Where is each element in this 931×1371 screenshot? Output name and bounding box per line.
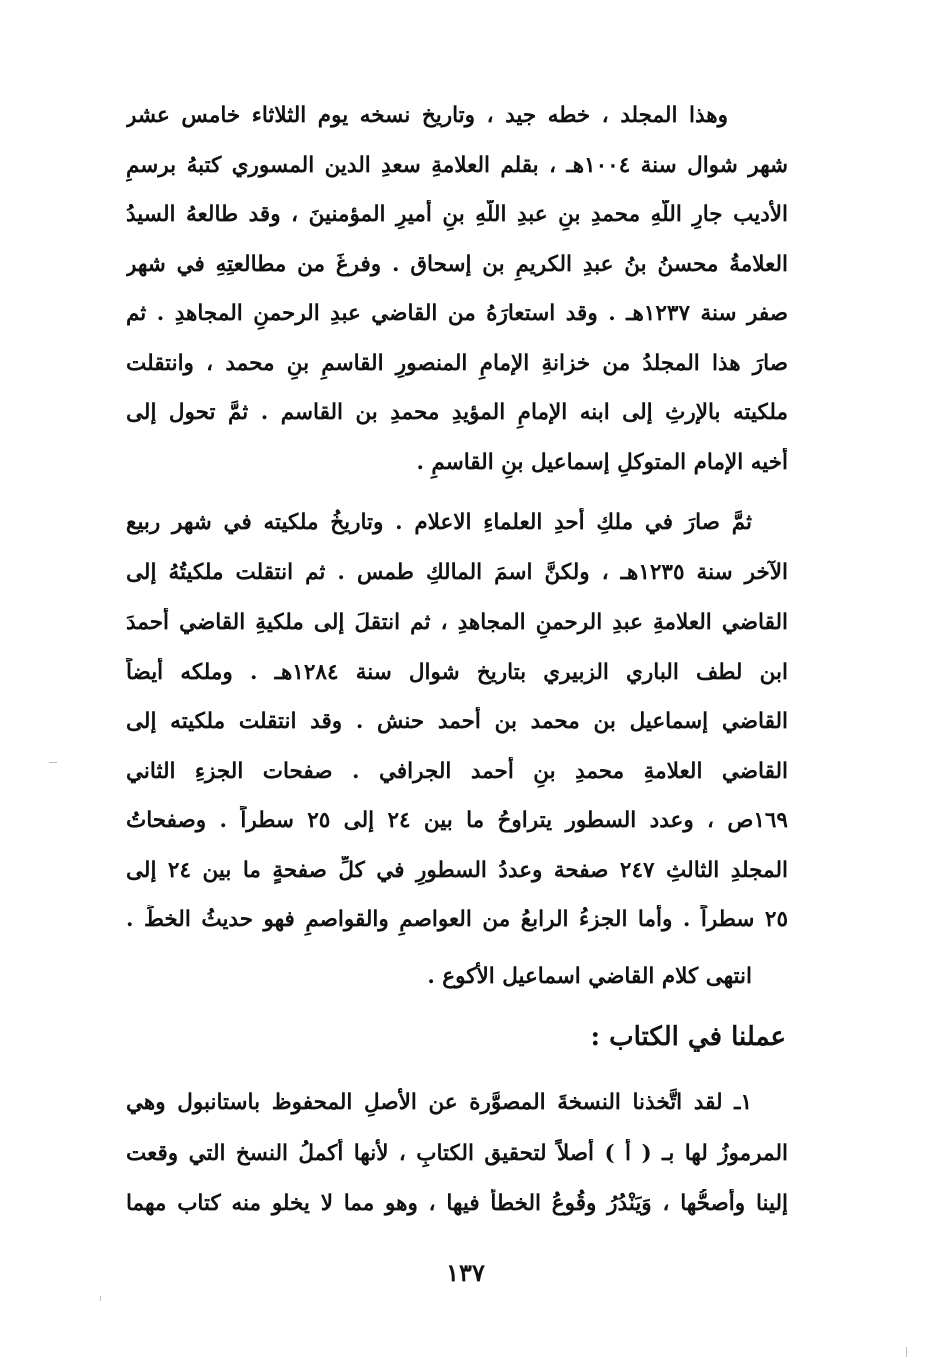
scan-speck	[906, 1347, 907, 1357]
paragraph-1-line-7: ملكيته بالإرثِ إلى ابنه الإمامِ المؤيدِ محمدِ بن القاسم . ثمَّ تحول إلى	[126, 400, 788, 425]
page-number: ١٣٧	[446, 1258, 485, 1287]
paragraph-1-line-6: صارَ هذا المجلدُ من خزانةِ الإمامِ المنصورِ القاسمِ بنِ محمد ، وانتقلت	[126, 351, 788, 376]
quotation-end-line: انتهى كلام القاضي اسماعيل الأكوع .	[427, 964, 752, 989]
paragraph-1-line-8: أخيه الإمام المتوكلِ إسماعيل بنِ القاسمِ .	[416, 450, 788, 475]
paragraph-1-line-5: صفر سنة ١٢٣٧هـ . وقد استعارَهُ من القاضي عبدِ الرحمنِ المجاهدِ . ثم	[126, 301, 788, 326]
scan-speck	[49, 762, 57, 763]
paragraph-2-line-2: الآخر سنة ١٢٣٥هـ ، ولكنَّ اسمَ المالكِ طمس . ثم انتقلت ملكيتُهُ إلى	[126, 560, 788, 585]
paragraph-1-line-3: الأديب جارِ اللّهِ محمدِ بنِ عبدِ اللّهِ بنِ أميرِ المؤمنينَ ، وقد طالعهُ السيدُ	[126, 202, 788, 227]
paragraph-2-line-4: ابن لطف الباري الزبيري بتاريخ شوال سنة ١٢٨٤هـ . وملكه أيضاً	[126, 660, 788, 685]
paragraph-2-line-9: ٢٥ سطراً . وأما الجزءُ الرابعُ من العواصمِ والقواصمِ فهو حديثُ الخطِّ .	[126, 907, 788, 932]
paragraph-2-line-7: ١٦٩ص ، وعدد السطور يتراوحُ ما بين ٢٤ إلى ٢٥ سطراً . وصفحاتُ	[126, 808, 788, 833]
paragraph-2-line-6: القاضي العلامةِ محمدِ بنِ أحمد الجرافي . صفحات الجزءِ الثاني	[126, 759, 788, 784]
paragraph-1-line-1: وهذا المجلد ، خطه جيد ، وتاريخ نسخه يوم الثلاثاء خامس عشر	[126, 103, 728, 128]
section-paragraph-line-2: المرموزُ لها بـ ( أ ) أصلاً لتحقيق الكتابِ ، لأنها أكملُ النسخ التي وقعت	[126, 1141, 788, 1166]
paragraph-1-line-4: العلامةُ محسنُ بنُ عبدِ الكريمِ بن إسحاق . وفرغَ من مطالعتِهِ في شهر	[126, 252, 788, 277]
paragraph-2-line-5: القاضي إسماعيل بن محمد بن أحمد حنش . وقد انتقلت ملكيته إلى	[126, 709, 788, 734]
section-paragraph-line-3: إلينا وأصحُّها ، وَيَنْدُرُ وقُوعُ الخطأ فيها ، وهو مما لا يخلو منه كتاب مهما	[126, 1191, 788, 1216]
section-paragraph-line-1: ١ـ لقد اتَّخذنا النسخةَ المصوَّرة عن الأصلِ المحفوظ باستانبول وهي	[126, 1090, 752, 1115]
paragraph-2-line-3: القاضي العلامةِ عبدِ الرحمنِ المجاهدِ ، ثم انتقلَ إلى ملكيةِ القاضي أحمدَ	[126, 610, 788, 635]
section-heading: عملنا في الكتاب :	[590, 1022, 786, 1052]
paragraph-2-line-8: المجلدِ الثالثِ ٢٤٧ صفحة وعددُ السطورِ في كلِّ صفحةٍ ما بين ٢٤ إلى	[126, 858, 788, 883]
scan-speck	[100, 1296, 101, 1301]
paragraph-1-line-2: شهر شوال سنة ١٠٠٤هـ ، بقلم العلامةِ سعدِ الدين المسوري كتبهُ برسمِ	[126, 153, 788, 178]
paragraph-2-line-1: ثمَّ صارَ في ملكِ أحدِ العلماءِ الاعلام . وتاريخُ ملكيته في شهر ربيع	[126, 510, 752, 535]
